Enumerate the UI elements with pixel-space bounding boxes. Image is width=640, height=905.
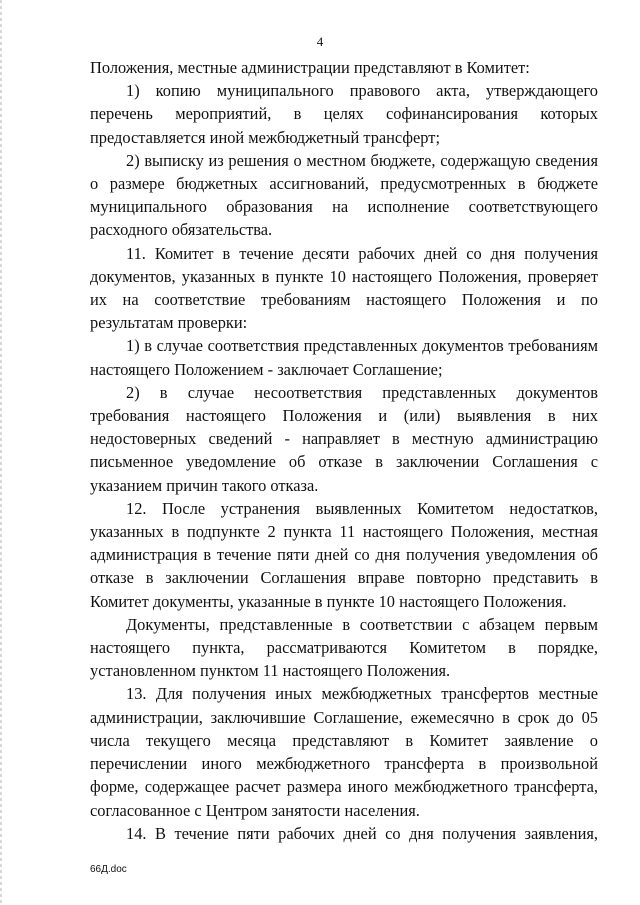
- paragraph-11-item-1: 1) в случае соответствия представленных документов требованиям настоящего Положением - заключает Соглашение;: [90, 336, 598, 379]
- paragraph-12: 12. После устранения выявленных Комитетом недостатков, указанных в подпункте 2 пункта 11 настоящего Положения, местная администрация в течение пяти дней со дня получения уведомления об отказе в заключении Соглашения вправе повторно представить в Комитет документы, указанные в пункте 10 настоящего Положения.: [90, 498, 598, 611]
- paragraph-12-documents: Документы, представленные в соответствии с абзацем первым настоящего пункта, рассматриваются Комитетом в порядке, установленном пунктом 11 настоящего Положения.: [90, 614, 598, 681]
- paragraph-item-2: 2) выписку из решения о местном бюджете, содержащую сведения о размере бюджетных ассигнований, предусмотренных в бюджете муниципального образования на исполнение соответствующего расходного обязательства.: [90, 150, 598, 240]
- paragraph-13: 13. Для получения иных межбюджетных трансфертов местные администрации, заключившие Соглашение, ежемесячно в срок до 05 числа текущего месяца представляют в Комитет заявление о перечислении иного межбюджетного трансферта в произвольной форме, содержащее расчет размера иного межбюджетного трансферта, согласованное с Центром занятости населения.: [90, 684, 598, 820]
- paragraph-14: 14. В течение пяти рабочих дней со дня получения заявления,: [126, 823, 598, 843]
- file-name-footer: 66Д.doc: [90, 864, 127, 875]
- paragraph-intro-continuation: Положения, местные администрации представляют в Комитет:: [90, 58, 530, 77]
- document-body: [90, 56, 598, 845]
- paragraph-item-1: 1) копию муниципального правового акта, утверждающего перечень мероприятий, в целях софинансирования которых предоставляется иной межбюджетный трансферт;: [90, 81, 598, 147]
- scan-edge: [0, 0, 2, 905]
- page-number: 4: [316, 34, 324, 49]
- paragraph-11: 11. Комитет в течение десяти рабочих дней со дня получения документов, указанных в пункте 10 настоящего Положения, проверяет их на соответствие требованиям настоящего Положения и по результатам проверки:: [90, 243, 598, 333]
- paragraph-11-item-2: 2) в случае несоответствия представленных документов требования настоящего Положения и (или) выявления в них недостоверных сведений - направляет в местную администрацию письменное уведомление об отказе в заключении Соглашения с указанием причин такого отказа.: [90, 382, 598, 495]
